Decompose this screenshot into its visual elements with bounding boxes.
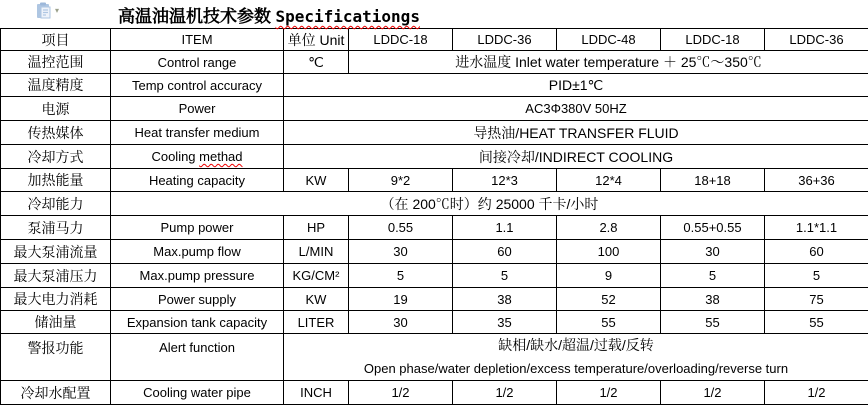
power-label-en[interactable]: Power [111,97,284,121]
row-cooling-pipe [1,381,868,405]
page-title-chinese: 高温油温机技术参数 [118,7,271,26]
pump-power-value-5[interactable]: 1.1*1.1 [765,216,868,240]
pump-power-value-2[interactable]: 1.1 [453,216,557,240]
header-item-en[interactable]: ITEM [111,29,284,51]
power-supply-unit[interactable]: KW [284,288,349,311]
heating-capacity-value-2[interactable]: 12*3 [453,169,557,192]
heating-capacity-value-4[interactable]: 18+18 [661,169,765,192]
cooling-capacity-value[interactable]: （在 200℃时）约 25000 千卡/小时 [111,192,868,216]
tank-capacity-value-1[interactable]: 30 [349,311,453,334]
cooling-pipe-label-en[interactable]: Cooling water pipe [111,381,284,405]
header-model-5[interactable]: LDDC-36 [765,29,868,51]
alert-function-label-en[interactable]: Alert function [111,334,284,381]
cooling-method-label-cn[interactable]: 冷却方式 [1,145,111,169]
max-pump-flow-value-5[interactable]: 60 [765,240,868,264]
cooling-pipe-label-cn[interactable]: 冷却水配置 [1,381,111,405]
cooling-method-value[interactable]: 间接冷却/INDIRECT COOLING [284,145,868,169]
header-unit[interactable]: 单位 Unit [284,29,349,51]
cooling-pipe-unit[interactable]: INCH [284,381,349,405]
power-value[interactable]: AC3Φ380V 50HZ [284,97,868,121]
row-power-supply [1,288,868,311]
cooling-pipe-value-1[interactable]: 1/2 [349,381,453,405]
tank-capacity-value-2[interactable]: 35 [453,311,557,334]
pump-power-value-1[interactable]: 0.55 [349,216,453,240]
heating-capacity-label-en[interactable]: Heating capacity [111,169,284,192]
page-title-english: Specificationgs [275,7,420,26]
cooling-method-label-en-misspelled: methad [199,149,242,164]
alert-function-line-cn: 缺相/缺水/超温/过载/反转 [286,334,866,357]
tank-capacity-label-cn[interactable]: 储油量 [1,311,111,334]
heat-medium-value[interactable]: 导热油/HEAT TRANSFER FLUID [284,121,868,145]
pump-power-unit[interactable]: HP [284,216,349,240]
alert-function-label-cn[interactable]: 警报功能 [1,334,111,381]
max-pump-pressure-value-5[interactable]: 5 [765,264,868,288]
tank-capacity-label-en[interactable]: Expansion tank capacity [111,311,284,334]
cooling-pipe-value-5[interactable]: 1/2 [765,381,868,405]
row-tank-capacity [1,311,868,334]
max-pump-flow-label-cn[interactable]: 最大泵浦流量 [1,240,111,264]
power-label-cn[interactable]: 电源 [1,97,111,121]
cooling-method-label-en-prefix: Cooling [151,149,199,164]
tank-capacity-unit[interactable]: LITER [284,311,349,334]
tank-capacity-value-3[interactable]: 55 [557,311,661,334]
cooling-method-label-en[interactable] [111,145,284,169]
max-pump-flow-unit[interactable]: L/MIN [284,240,349,264]
row-temp-accuracy [1,74,868,97]
pump-power-value-4[interactable]: 0.55+0.55 [661,216,765,240]
tank-capacity-value-4[interactable]: 55 [661,311,765,334]
max-pump-flow-value-4[interactable]: 30 [661,240,765,264]
header-row [1,29,868,51]
row-max-pump-pressure [1,264,868,288]
row-heating-capacity [1,169,868,192]
control-range-unit[interactable]: ℃ [284,51,349,74]
row-heat-medium [1,121,868,145]
page-title [118,2,420,27]
max-pump-pressure-value-2[interactable]: 5 [453,264,557,288]
pump-power-value-3[interactable]: 2.8 [557,216,661,240]
power-supply-value-1[interactable]: 19 [349,288,453,311]
max-pump-flow-value-3[interactable]: 100 [557,240,661,264]
alert-function-value[interactable] [284,334,868,381]
header-model-1[interactable]: LDDC-18 [349,29,453,51]
row-alert-function [1,334,868,381]
row-control-range [1,51,868,74]
heating-capacity-value-5[interactable]: 36+36 [765,169,868,192]
max-pump-pressure-unit[interactable]: KG/CM² [284,264,349,288]
max-pump-flow-label-en[interactable]: Max.pump flow [111,240,284,264]
header-model-3[interactable]: LDDC-48 [557,29,661,51]
power-supply-value-3[interactable]: 52 [557,288,661,311]
title-bar [0,0,868,28]
temp-accuracy-label-en[interactable]: Temp control accuracy [111,74,284,97]
header-model-4[interactable]: LDDC-18 [661,29,765,51]
max-pump-pressure-value-3[interactable]: 9 [557,264,661,288]
temp-accuracy-value[interactable]: PID±1℃ [284,74,868,97]
spec-table [0,28,868,405]
row-max-pump-flow [1,240,868,264]
row-pump-power [1,216,868,240]
control-range-value[interactable]: 进水温度 Inlet water temperature ＋ 25℃～350℃ [349,51,868,74]
pump-power-label-cn[interactable]: 泵浦马力 [1,216,111,240]
power-supply-value-2[interactable]: 38 [453,288,557,311]
heat-medium-label-en[interactable]: Heat transfer medium [111,121,284,145]
header-item-cn[interactable]: 项目 [1,29,111,51]
max-pump-pressure-value-1[interactable]: 5 [349,264,453,288]
max-pump-pressure-label-cn[interactable]: 最大泵浦压力 [1,264,111,288]
pump-power-label-en[interactable]: Pump power [111,216,284,240]
cooling-pipe-value-3[interactable]: 1/2 [557,381,661,405]
max-pump-pressure-label-en[interactable]: Max.pump pressure [111,264,284,288]
max-pump-flow-value-1[interactable]: 30 [349,240,453,264]
paste-options-button[interactable] [36,2,59,20]
heating-capacity-unit[interactable]: KW [284,169,349,192]
clipboard-paste-icon [36,2,53,20]
alert-function-line-en: Open phase/water depletion/excess temperature/overloading/reverse turn [286,357,866,380]
power-supply-value-4[interactable]: 38 [661,288,765,311]
heating-capacity-value-1[interactable]: 9*2 [349,169,453,192]
cooling-capacity-label-cn[interactable]: 冷却能力 [1,192,111,216]
heating-capacity-label-cn[interactable]: 加热能量 [1,169,111,192]
cooling-pipe-value-2[interactable]: 1/2 [453,381,557,405]
cooling-pipe-value-4[interactable]: 1/2 [661,381,765,405]
heating-capacity-value-3[interactable]: 12*4 [557,169,661,192]
control-range-label-en[interactable]: Control range [111,51,284,74]
row-power [1,97,868,121]
control-range-label-cn[interactable]: 温控范围 [1,51,111,74]
row-cooling-capacity [1,192,868,216]
max-pump-pressure-value-4[interactable]: 5 [661,264,765,288]
header-model-2[interactable]: LDDC-36 [453,29,557,51]
power-supply-label-en[interactable]: Power supply [111,288,284,311]
chevron-down-icon: ▾ [55,7,59,15]
power-supply-label-cn[interactable]: 最大电力消耗 [1,288,111,311]
tank-capacity-value-5[interactable]: 55 [765,311,868,334]
max-pump-flow-value-2[interactable]: 60 [453,240,557,264]
power-supply-value-5[interactable]: 75 [765,288,868,311]
heat-medium-label-cn[interactable]: 传热媒体 [1,121,111,145]
row-cooling-method [1,145,868,169]
temp-accuracy-label-cn[interactable]: 温度精度 [1,74,111,97]
